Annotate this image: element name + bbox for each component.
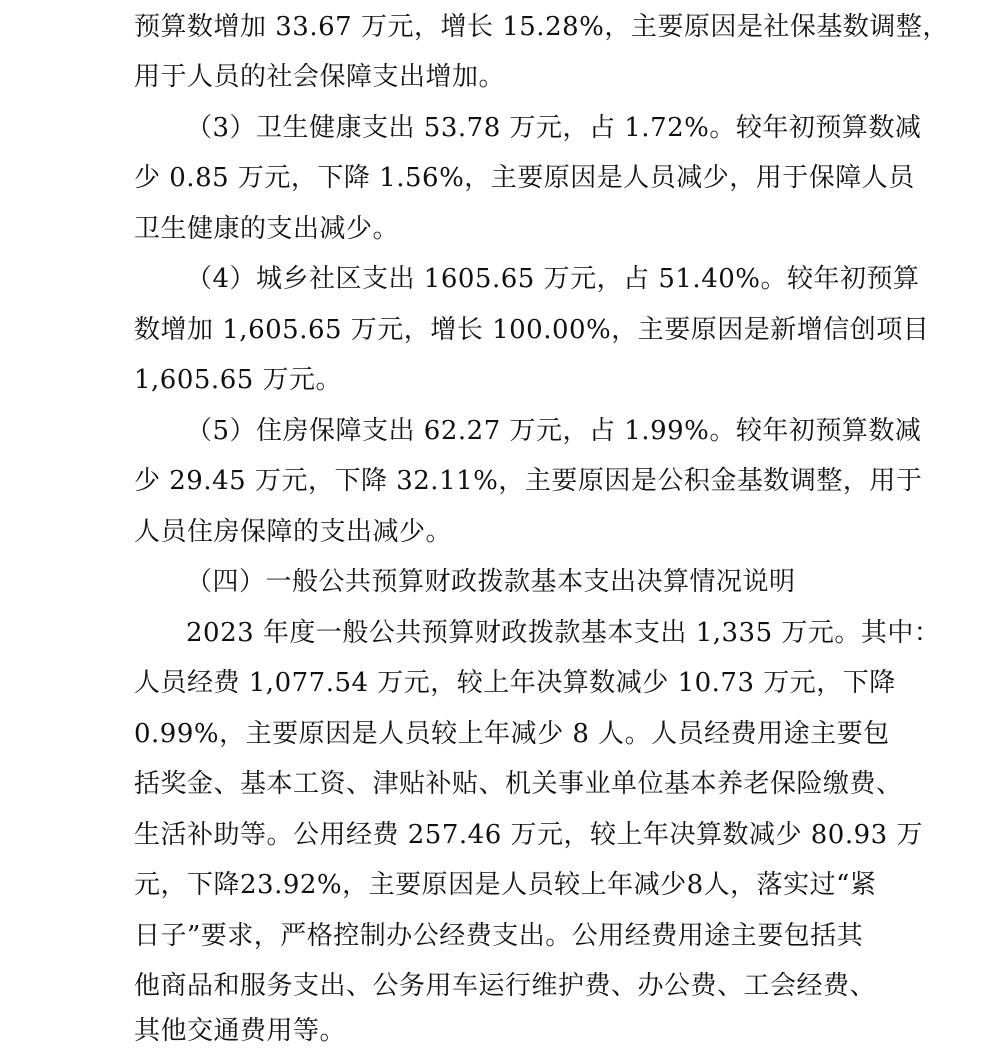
text-line-7: 数增加 1,605.65 万元，增长 100.00%，主要原因是新增信创项目 bbox=[134, 315, 930, 345]
text-line-9: （5）住房保障支出 62.27 万元，占 1.99%。较年初预算数减 bbox=[186, 416, 922, 446]
text-line-10: 少 29.45 万元，下降 32.11%，主要原因是公积金基数调整，用于 bbox=[134, 466, 923, 496]
text-line-16: 括奖金、基本工资、津贴补贴、机关事业单位基本养老保险缴费、 bbox=[134, 769, 903, 799]
text-line-14: 人员经费 1,077.54 万元，较上年决算数减少 10.73 万元，下降 bbox=[134, 668, 896, 698]
text-line-13: 2023 年度一般公共预算财政拨款基本支出 1,335 万元。其中： bbox=[186, 618, 941, 648]
text-line-20: 他商品和服务支出、公务用车运行维护费、办公费、工会经费、 bbox=[134, 971, 877, 1001]
text-line-6: （4）城乡社区支出 1605.65 万元，占 51.40%。较年初预算 bbox=[186, 264, 920, 294]
text-line-8: 1,605.65 万元。 bbox=[134, 365, 343, 395]
text-line-4: 少 0.85 万元，下降 1.56%，主要原因是人员减少，用于保障人员 bbox=[134, 163, 915, 193]
text-line-18: 元，下降23.92%，主要原因是人员较上年减少8人，落实过“紧 bbox=[134, 870, 877, 900]
text-line-15: 0.99%，主要原因是人员较上年减少 8 人。人员经费用途主要包 bbox=[134, 719, 890, 749]
text-line-3: （3）卫生健康支出 53.78 万元，占 1.72%。较年初预算数减 bbox=[186, 113, 922, 143]
text-line-19: 日子”要求，严格控制办公经费支出。公用经费用途主要包括其 bbox=[134, 921, 864, 951]
text-line-1: 预算数增加 33.67 万元，增长 15.28%，主要原因是社保基数调整， bbox=[134, 12, 949, 42]
text-line-11: 人员住房保障的支出减少。 bbox=[134, 517, 453, 547]
section-heading: （四）一般公共预算财政拨款基本支出决算情况说明 bbox=[186, 567, 796, 597]
text-line-21: 其他交通费用等。 bbox=[134, 1016, 347, 1046]
text-line-5: 卫生健康的支出减少。 bbox=[134, 214, 400, 244]
text-line-17: 生活补助等。公用经费 257.46 万元，较上年决算数减少 80.93 万 bbox=[134, 820, 923, 850]
text-line-2: 用于人员的社会保障支出增加。 bbox=[134, 62, 506, 92]
